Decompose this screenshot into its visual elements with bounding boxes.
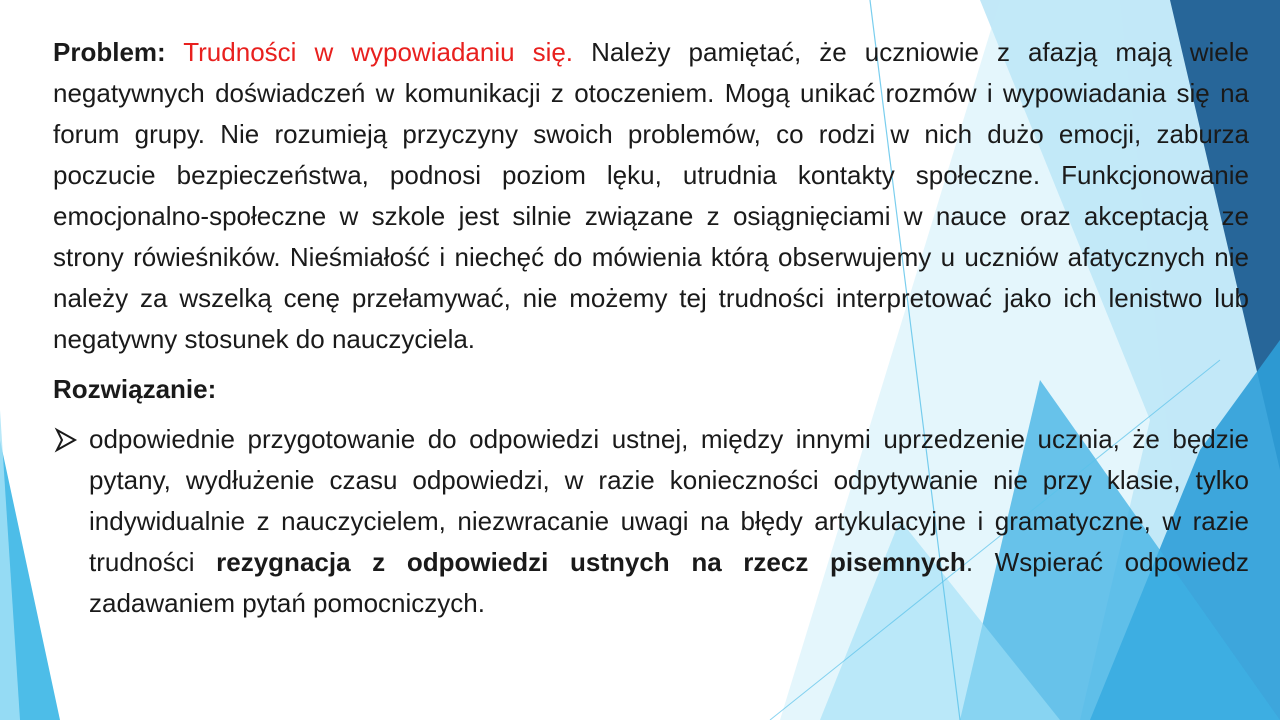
problem-paragraph: [53, 32, 1249, 360]
slide-content: [53, 32, 1249, 624]
bullet-text-after: . Wspierać odpowiedz zadawaniem pytań pomocniczych.: [89, 547, 1249, 618]
solution-bullet: [53, 419, 1249, 624]
problem-text: Należy pamiętać, że uczniowie z afazją mają wiele negatywnych doświadczeń w komunikacji z otoczeniem. Mogą unikać rozmów i wypowiadania się na forum grupy. Nie rozumieją przyczyny swoich problemów, co rodzi w nich dużo emocji, zaburza poczucie bezpieczeństwa, podnosi poziom lęku, utrudnia kontakty społeczne. Funkcjonowanie emocjonalno-społeczne w szkole jest silnie związane z osiągnięciami w nauce oraz akceptacją ze strony rówieśników. Nieśmiałość i niechęć do mówienia którą obserwujemy u uczniów afatycznych nie należy za wszelką cenę przełamywać, nie możemy tej trudności interpretować jako ich lenistwo lub negatywny stosunek do nauczyciela.: [53, 37, 1249, 354]
problem-label: Problem:: [53, 37, 166, 67]
solution-bullet-text: [89, 419, 1249, 624]
solution-heading: Rozwiązanie:: [53, 374, 217, 404]
arrowhead-bullet-icon: [53, 419, 79, 460]
problem-title: Trudności w wypowiadaniu się.: [183, 37, 574, 67]
bullet-text-before: odpowiednie przygotowanie do odpowiedzi ustnej, między innymi uprzedzenie ucznia, że będzie pytany, wydłużenie czasu odpowiedzi, w razie konieczności odpytywanie nie przy klasie, tylko indywidualnie z nauczycielem, niezwracanie uwagi na błędy artykulacyjne i gramatyczne, w razie trudności: [89, 424, 1249, 577]
bullet-bold-text: rezygnacja z odpowiedzi ustnych na rzecz pisemnych: [216, 547, 966, 577]
